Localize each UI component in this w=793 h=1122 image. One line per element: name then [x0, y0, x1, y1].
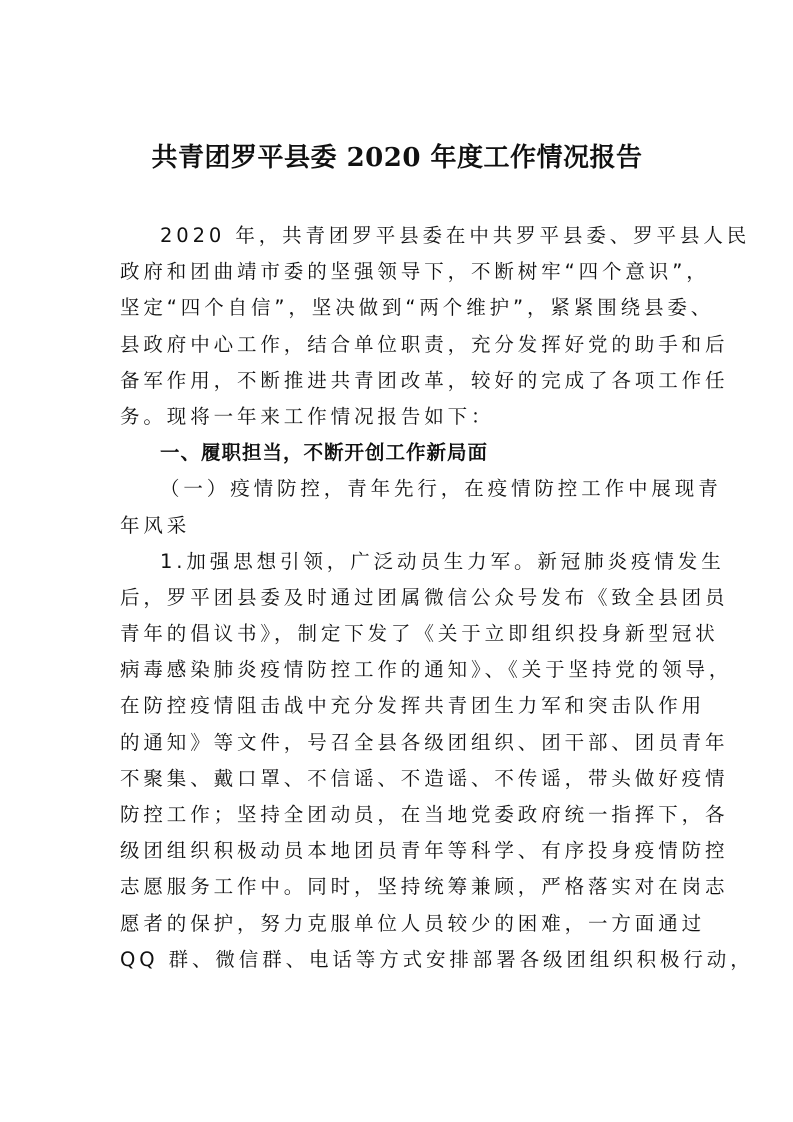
paragraph-line: 备军作用，不断推进共青团改革，较好的完成了各项工作任: [120, 368, 729, 392]
paragraph-line: 务。现将一年来工作情况报告如下：: [120, 404, 495, 428]
paragraph-line: 青年的倡议书》，制定下发了《关于立即组织投身新型冠状: [120, 622, 719, 646]
paragraph-line: 县政府中心工作，结合单位职责，充分发挥好党的助手和后: [120, 332, 729, 356]
paragraph-line: 后，罗平团县委及时通过团属微信公众号发布《致全县团员: [120, 585, 729, 609]
section-heading: 一、履职担当，不断开创工作新局面: [160, 441, 489, 465]
paragraph-line: 政府和团曲靖市委的坚强领导下，不断树牢“四个意识”，: [120, 260, 710, 284]
paragraph-line: 在防控疫情阻击战中充分发挥共青团生力军和突击队作用: [120, 694, 706, 718]
paragraph-line: 的通知》等文件，号召全县各级团组织、团干部、团员青年: [120, 730, 729, 754]
document-title: 共青团罗平县委 2020 年度工作情况报告: [151, 143, 643, 173]
paragraph-line: 志愿服务工作中。同时，坚持统筹兼顾，严格落实对在岗志: [120, 875, 729, 899]
subsection-heading: （一）疫情防控，青年先行，在疫情防控工作中展现青: [160, 477, 722, 501]
paragraph-line: 愿者的保护，努力克服单位人员较少的困难，一方面通过: [120, 911, 706, 935]
paragraph-line: 级团组织积极动员本地团员青年等科学、有序投身疫情防控: [120, 839, 729, 863]
paragraph-line: QQ 群、微信群、电话等方式安排部署各级团组织积极行动，: [120, 947, 754, 971]
paragraph-line: 病毒感染肺炎疫情防控工作的通知》、《关于坚持党的领导，: [120, 658, 733, 682]
paragraph-line: 2020 年，共青团罗平县委在中共罗平县委、罗平县人民: [160, 224, 751, 247]
subsection-heading-cont: 年风采: [120, 513, 191, 537]
paragraph-line: 防控工作；坚持全团动员，在当地党委政府统一指挥下，各: [120, 803, 729, 826]
paragraph-line: 坚定“四个自信”，坚决做到“两个维护”，紧紧围绕县委、: [120, 296, 715, 320]
paragraph-line: 不聚集、戴口罩、不信谣、不造谣、不传谣，带头做好疫情: [120, 766, 729, 790]
document-body: [120, 218, 754, 978]
paragraph-line: 1.加强思想引领，广泛动员生力军。新冠肺炎疫情发生: [160, 549, 725, 573]
